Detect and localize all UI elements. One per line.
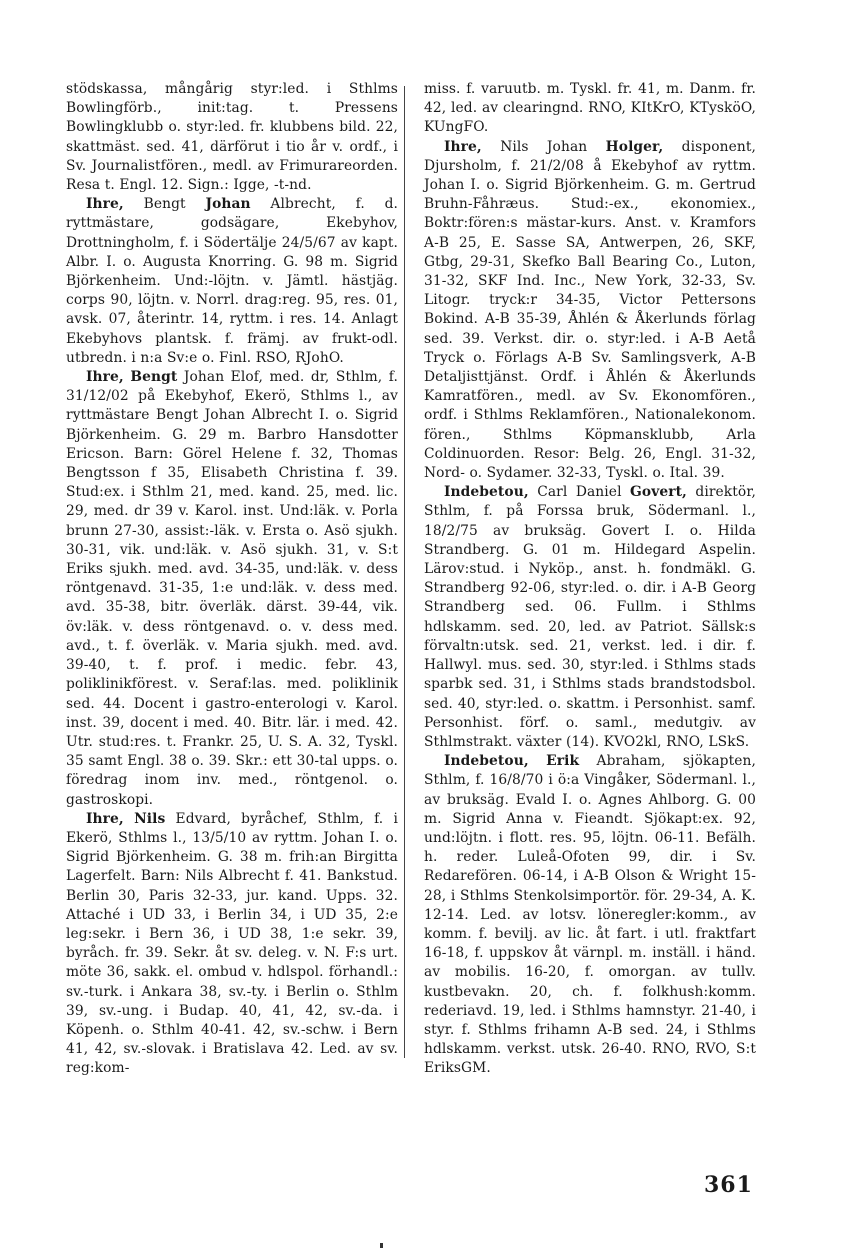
entry-text: Johan Elof, med. dr, Sthlm, f. 31/12/02 på Ekebyhof, Ekerö, Sthlms l., av ryttmästare Bengt Johan Albrecht I. o. Sigrid Björkenheim. G. 29 m. Barbro Hansdotter Ericson. Barn: Görel Helene f. 32, Thomas Bengtsson f 35, Elisabeth Christina f. 39. Stud:ex. i Sthlm 21, med. kand. 25, med. lic. 29, med. dr 39 v. Karol. inst. Und:läk. v. Porla brunn 27-30, assist:-läk. v. Ersta o. Asö sjukh. 30-31, vik. und:läk. v. Asö sjukh. 31, v. S:t Eriks sjukh. med. avd. 34-35, und:läk. v. dess röntgenavd. 31-35, 1:e und:läk. v. dess med. avd. 35-38, bitr. överläk. därst. 39-44, vik. öv:läk. v. dess röntgenavd. o. v. dess med. avd., t. f. överläk. v. Maria sjukh. med. avd. 39-40, t. f. prof. i medic. febr. 43, poliklinikförest. v. Seraf:las. med. poliklinik sed. 44. Docent i gastro-enterologi v. Karol. inst. 39, docent i med. 40. Bitr. lär. i med. 42. Utr. stud:res. t. Frankr. 25, U. S. A. 32, Tyskl. 35 samt Engl. 38 o. 39. Skr.: ett 30-tal upps. o. föredrag inom inv. med., röntgenol. o. gastroskopi.: [66, 369, 398, 808]
entry-given-name: Holger,: [605, 138, 664, 155]
entry-given-name: Erik: [546, 753, 580, 770]
entry-text: Albrecht, f. d. ryttmästare, godsägare, Ekebyhov, Drottningholm, f. i Södertälje 24/5/67 av kapt. Albr. I. o. Augusta Knorring. G. 98 m. Sigrid Björkenheim. Und:-löjtn. v. Jämtl. hästjäg. corps 90, löjtn. v. Norrl. drag:reg. 95, res. 01, avsk. 07, återintr. 14, ryttm. i res. 14. Anlagt Ekebyhovs plantsk. f. främj. av frukt-odl. utbredn. i n:a Sv:e o. Finl. RSO, RJohO.: [66, 196, 398, 366]
entry-given-name: Govert,: [630, 484, 687, 501]
entry-surname: Ihre,: [86, 810, 124, 827]
continued-entry: [424, 80, 756, 138]
biography-entry: [424, 752, 756, 1078]
entry-forenames: Carl Daniel: [528, 484, 631, 501]
entry-text: disponent, Djursholm, f. 21/2/08 å Ekebyhof av ryttm. Johan I. o. Sigrid Björkenheim. G. m. Gertrud Bruhn-Fåhræus. Stud:-ex., ekonomiex., Boktr:fören:s mästar-kurs. Anst. v. Kramfors A-B 25, E. Sasse SA, Antwerpen, 26, SKF, Gtbg, 29-31, Skefko Ball Bearing Co., Luton, 31-32, SKF Ind. Inc., New York, 32-33, Sv. Litogr. tryck:r 34-35, Victor Pettersons Bokind. A-B 35-39, Åhlén & Åkerlunds förlag sed. 39. Verkst. dir. o. styr:led. i A-B Aetå Tryck o. Förlags A-B Sv. Samlingsverk, A-B Detaljisttjänst. Ordf. i Åhlén & Åkerlunds Kamratfören., medl. av Sv. Ekonomfören., ordf. i Sthlms Reklamfören., Nationalekonom. fören., Sthlms Köpmansklubb, Arla Coldinuorden. Resor: Belg. 26, Engl. 31-32, Nord- o. Sydamer. 32-33, Tyskl. o. Ital. 39.: [424, 138, 756, 482]
biography-entry: [66, 195, 398, 368]
entry-given-name: Bengt: [130, 369, 178, 386]
entry-text: stödskassa, mångårig styr:led. i Sthlms Bowlingförb., init:tag. t. Pressens Bowlingklubb o. styr:led. fr. klubbens bild. 22, skattmäst. sed. 41, därförut i tio år v. ordf., i Sv. Journalistfören., medl. av Frimurareorden. Resa t. Engl. 12. Sign.: Igge, -t-nd.: [66, 81, 398, 194]
left-column: [66, 80, 398, 1079]
entry-text: Edvard, byråchef, Sthlm, f. i Ekerö, Sthlms l., 13/5/10 av ryttm. Johan I. o. Sigrid Björkenheim. G. 38 m. frih:an Birgitta Lagerfelt. Barn: Nils Albrecht f. 41. Bankstud. Berlin 30, Paris 32-33, jur. kand. Upps. 32. Attaché i UD 33, i Berlin 34, i UD 35, 2:e leg:sekr. i Bern 36, i UD 38, 1:e sekr. 39, byråch. fr. 39. Sekr. åt sv. deleg. v. N. F:s urt. möte 36, sakk. el. ombud v. hdlspol. förhandl.: sv.-turk. i Ankara 38, sv.-ty. i Berlin o. Sthlm 39, sv.-ung. i Budap. 40, 41, 42, sv.-da. i Köpenh. o. Sthlm 40-41. 42, sv.-schw. i Bern 41, 42, sv.-slovak. i Bratislava 42. Led. av sv. reg:kom-: [66, 810, 398, 1077]
column-divider: [404, 86, 405, 1058]
entry-text: direktör, Sthlm, f. på Forssa bruk, Södermanl. l., 18/2/75 av bruksäg. Govert I. o. Hilda Strandberg. G. 01 m. Hildegard Aspelin. Lärov:stud. i Nyköp., anst. h. fondmäkl. G. Strandberg 92-06, styr:led. o. dir. i A-B Georg Strandberg sed. 06. Fullm. i Sthlms hdlskamm. sed. 20, led. av Patriot. Sällsk:s förvaltn:utsk. sed. 21, verkst. led. i dir. f. Hallwyl. mus. sed. 30, styr:led. i Sthlms stads sparbk sed. 31, i Sthlms stads brandstodsbol. sed. 40, styr:led. o. skattm. i Personhist. samf. Personhist. förf. o. saml., medutgiv. av Sthlmstrakt. växter (14). KVO2kl, RNO, LSkS.: [424, 484, 756, 750]
biography-entry: [424, 138, 756, 484]
entry-forenames: [529, 753, 546, 769]
entry-given-name: Nils: [134, 810, 166, 827]
print-mark: [380, 1243, 383, 1248]
biography-entry: [66, 368, 398, 810]
entry-surname: Ihre,: [86, 369, 124, 386]
entry-given-name: Johan: [205, 196, 251, 213]
biography-entry: [66, 810, 398, 1079]
entry-forenames: Bengt: [123, 196, 206, 213]
entry-forenames: Nils Johan: [481, 138, 606, 155]
entry-forenames: [124, 811, 134, 827]
page-number: 361: [704, 1172, 753, 1198]
entry-surname: Indebetou,: [444, 484, 529, 501]
entry-text: Abraham, sjökapten, Sthlm, f. 16/8/70 i ö:a Vingåker, Södermanl. l., av bruksäg. Evald I. o. Agnes Ahlborg. G. 00 m. Sigrid Anna v. Fieandt. Sjökapt:ex. 92, und:löjtn. i flott. res. 95, löjtn. 06-11. Befälh. h. reder. Luleå-Ofoten 99, dir. i Sv. Redarefören. 06-14, i A-B Olson & Wright 15-28, i Sthlms Stenkolsimportör. för. 29-34, A. K. 12-14. Led. av lotsv. löneregler:komm., av komm. f. bevilj. av lic. åt fart. i utl. fraktfart 16-18, f. uppskov åt värnpl. m. inställ. i händ. av mobilis. 16-20, f. omorgan. av tullv. kustbevakn. 20, ch. f. folkhush:komm. rederiavd. 19, led. i Sthlms hamnstyr. 21-40, i styr. f. Sthlms frihamn A-B sed. 24, i Sthlms hdlskamm. verkst. utsk. 26-40. RNO, RVO, S:t EriksGM.: [424, 753, 756, 1077]
entry-surname: Indebetou,: [444, 753, 529, 770]
entry-text: miss. f. varuutb. m. Tyskl. fr. 41, m. Danm. fr. 42, led. av clearingnd. RNO, KItKrO, KTysköO, KUngFO.: [424, 81, 756, 136]
entry-surname: Ihre,: [86, 196, 124, 213]
continued-entry: [66, 80, 398, 195]
right-column: [424, 80, 756, 1079]
biography-entry: [424, 483, 756, 752]
entry-surname: Ihre,: [444, 138, 482, 155]
